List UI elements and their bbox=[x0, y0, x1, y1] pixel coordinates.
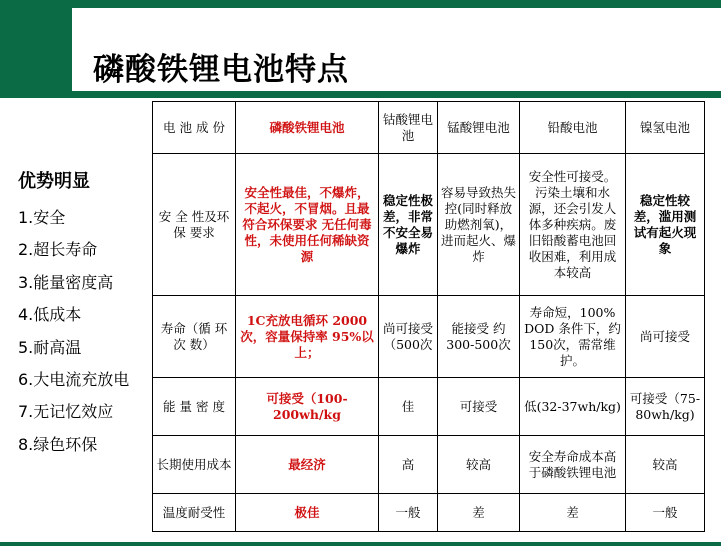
advantage-item: 6.大电流充放电 bbox=[18, 369, 130, 389]
table-row bbox=[153, 494, 705, 532]
table-row bbox=[153, 296, 705, 378]
table-cell: 极佳 bbox=[236, 494, 379, 532]
row-label-cell: 长期使用成本 bbox=[153, 436, 236, 494]
table-cell: 尚可接受 bbox=[626, 296, 705, 378]
table-cell: 尚可接受（500次 bbox=[379, 296, 438, 378]
table-cell: 较高 bbox=[438, 436, 520, 494]
table-cell: 稳定性极差，非常不安全易爆炸 bbox=[379, 154, 438, 296]
advantage-item: 7.无记忆效应 bbox=[18, 402, 114, 422]
table-cell: 差 bbox=[520, 494, 626, 532]
table-cell: 安全寿命成本高于磷酸铁锂电池 bbox=[520, 436, 626, 494]
advantage-item: 2.超长寿命 bbox=[18, 240, 98, 260]
row-label-cell: 能 量 密 度 bbox=[153, 378, 236, 436]
table-cell: 安全性最佳，不爆炸，不起火，不冒烟。且最符合环保要求 无任何毒性，未使用任何稀缺资源 bbox=[236, 154, 379, 296]
table-cell: 高 bbox=[379, 436, 438, 494]
advantages-list bbox=[18, 168, 129, 461]
battery-comparison-table bbox=[152, 101, 705, 532]
top-accent-bar bbox=[0, 0, 721, 8]
table-cell: 最经济 bbox=[236, 436, 379, 494]
advantage-item: 3.能量密度高 bbox=[18, 272, 114, 292]
table-cell: 稳定性较差，滥用测试有起火现象 bbox=[626, 154, 705, 296]
advantage-item: 5.耐高温 bbox=[18, 337, 82, 357]
table-cell: 1C充放电循环 2000次，容量保持率 95%以上； bbox=[236, 296, 379, 378]
table-cell: 能接受 约 300-500次 bbox=[438, 296, 520, 378]
table-row bbox=[153, 436, 705, 494]
header-cell: 铅酸电池 bbox=[520, 102, 626, 154]
table-cell: 低(32-37wh/kg) bbox=[520, 378, 626, 436]
advantage-item: 1.安全 bbox=[18, 208, 66, 227]
table-cell: 容易导致热失控(同时释放助燃剂氧)，进而起火、爆炸 bbox=[438, 154, 520, 296]
row-label-cell: 寿命（循 环 次 数） bbox=[153, 296, 236, 378]
table-cell: 佳 bbox=[379, 378, 438, 436]
bottom-accent-bar bbox=[0, 542, 721, 546]
table-cell: 寿命短，100% DOD 条件下，约150次，需常维护。 bbox=[520, 296, 626, 378]
table-row bbox=[153, 154, 705, 296]
row-label-cell: 温度耐受性 bbox=[153, 494, 236, 532]
table-header-row bbox=[153, 102, 705, 154]
title-underline-bar bbox=[72, 91, 721, 98]
header-cell: 磷酸铁锂电池 bbox=[236, 102, 379, 154]
corner-accent-block bbox=[0, 0, 72, 98]
page-title: 磷酸铁锂电池特点 bbox=[93, 52, 349, 88]
header-cell: 钴酸锂电池 bbox=[379, 102, 438, 154]
header-cell: 锰酸锂电池 bbox=[438, 102, 520, 154]
table-cell: 一般 bbox=[626, 494, 705, 532]
table-cell: 安全性可接受。污染土壤和水源，还会引发人体多种疾病。废旧铅酸蓄电池回收困难，利用成本较高 bbox=[520, 154, 626, 296]
table-cell: 较高 bbox=[626, 436, 705, 494]
table-row bbox=[153, 378, 705, 436]
table-cell: 可接受（100-200wh/kg bbox=[236, 378, 379, 436]
header-cell: 电 池 成 份 bbox=[153, 102, 236, 154]
table-cell: 差 bbox=[438, 494, 520, 532]
table-cell: 一般 bbox=[379, 494, 438, 532]
table-cell: 可接受（75-80wh/kg) bbox=[626, 378, 705, 436]
advantages-heading: 优势明显 bbox=[18, 171, 90, 192]
table-cell: 可接受 bbox=[438, 378, 520, 436]
advantage-item: 4.低成本 bbox=[18, 305, 82, 325]
row-label-cell: 安 全 性及环 保 要求 bbox=[153, 154, 236, 296]
header-cell: 镍氢电池 bbox=[626, 102, 705, 154]
advantage-item: 8.绿色环保 bbox=[18, 434, 98, 454]
